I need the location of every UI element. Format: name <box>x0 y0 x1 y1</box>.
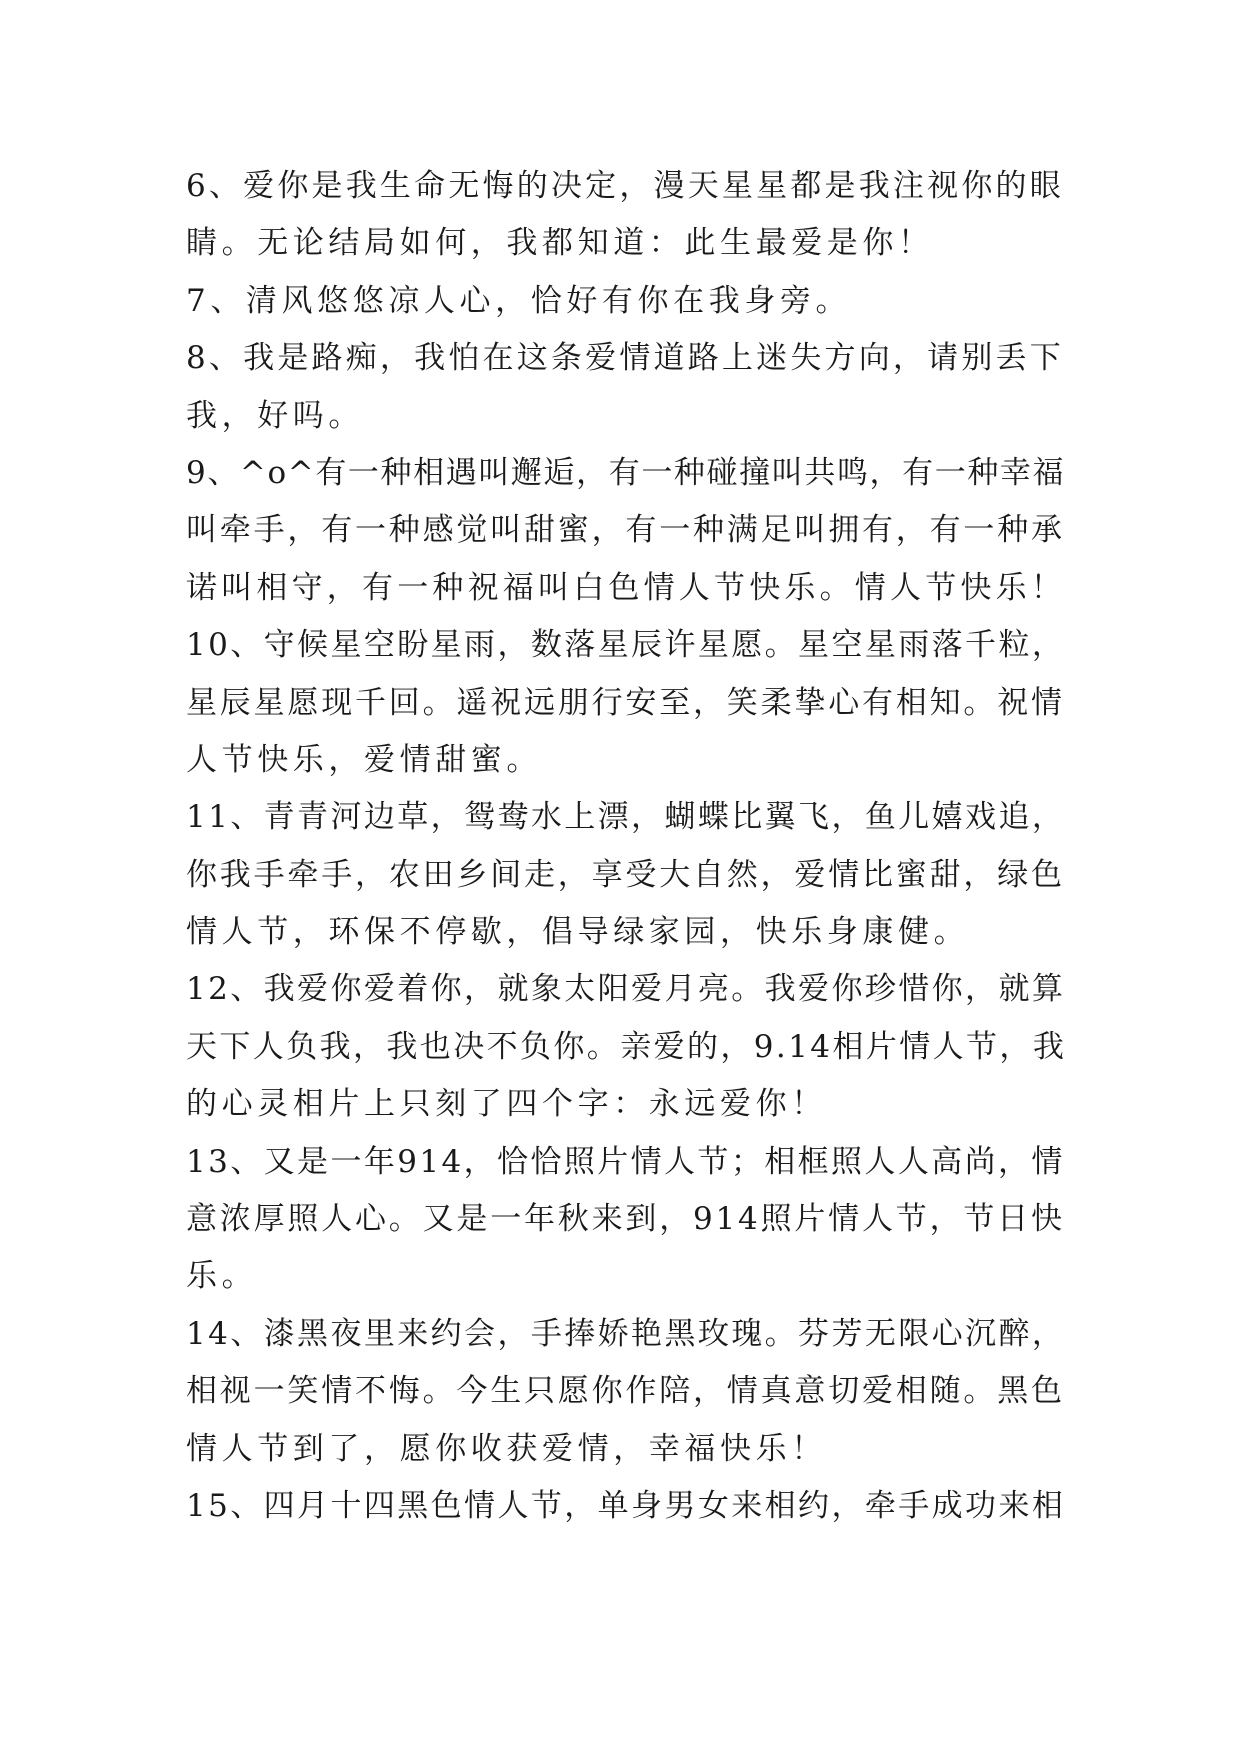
text-line: 14、漆黑夜里来约会，手捧娇艳黑玫瑰。芬芳无限心沉醉， <box>186 1315 1066 1352</box>
text-line: 你我手牵手，农田乡间走，享受大自然，爱情比蜜甜，绿色 <box>186 856 1065 893</box>
document-body <box>186 158 1067 1535</box>
text-line: 13、又是一年914，恰恰照片情人节；相框照人人高尚，情 <box>186 1143 1065 1180</box>
text-line: 9、^o^有一种相遇叫邂逅，有一种碰撞叫共鸣，有一种幸福 <box>186 454 1066 491</box>
text-line: 7、清风悠悠凉人心，恰好有你在我身旁。 <box>186 282 852 319</box>
text-line: 诺叫相守，有一种祝福叫白色情人节快乐。情人节快乐！ <box>186 569 1066 606</box>
text-line: 叫牵手，有一种感觉叫甜蜜，有一种满足叫拥有，有一种承 <box>186 512 1065 549</box>
text-line: 情人节，环保不停歇，倡导绿家园，快乐身康健。 <box>186 914 970 951</box>
text-line: 星辰星愿现千回。遥祝远朋行安至，笑柔挚心有相知。祝情 <box>186 684 1065 721</box>
text-line: 天下人负我，我也决不负你。亲爱的，9.14相片情人节，我 <box>186 1028 1067 1065</box>
text-line: 8、我是路痴，我怕在这条爱情道路上迷失方向，请别丢下 <box>186 340 1064 377</box>
text-line: 6、爱你是我生命无悔的决定，漫天星星都是我注视你的眼 <box>186 168 1064 204</box>
text-line: 我，好吗。 <box>186 397 364 434</box>
text-line: 情人节到了，愿你收获爱情，幸福快乐！ <box>186 1430 827 1467</box>
text-line: 12、我爱你爱着你，就象太阳爱月亮。我爱你珍惜你，就算 <box>186 971 1066 1008</box>
text-line: 相视一笑情不悔。今生只愿你作陪，情真意切爱相随。黑色 <box>186 1373 1065 1410</box>
text-line: 15、四月十四黑色情人节，单身男女来相约，牵手成功来相 <box>186 1487 1066 1524</box>
text-line: 意浓厚照人心。又是一年秋来到，914照片情人节，节日快 <box>186 1201 1065 1238</box>
text-line: 的心灵相片上只刻了四个字：永远爱你！ <box>186 1086 827 1123</box>
text-line: 睛。无论结局如何，我都知道：此生最爱是你！ <box>186 225 934 262</box>
text-line: 10、守候星空盼星雨，数落星辰许星愿。星空星雨落千粒， <box>186 627 1066 664</box>
text-line: 乐。 <box>186 1258 258 1295</box>
text-line: 人节快乐，爱情甜蜜。 <box>186 741 542 778</box>
text-line: 11、青青河边草，鸳鸯水上漂，蝴蝶比翼飞，鱼儿嬉戏追， <box>186 799 1066 836</box>
